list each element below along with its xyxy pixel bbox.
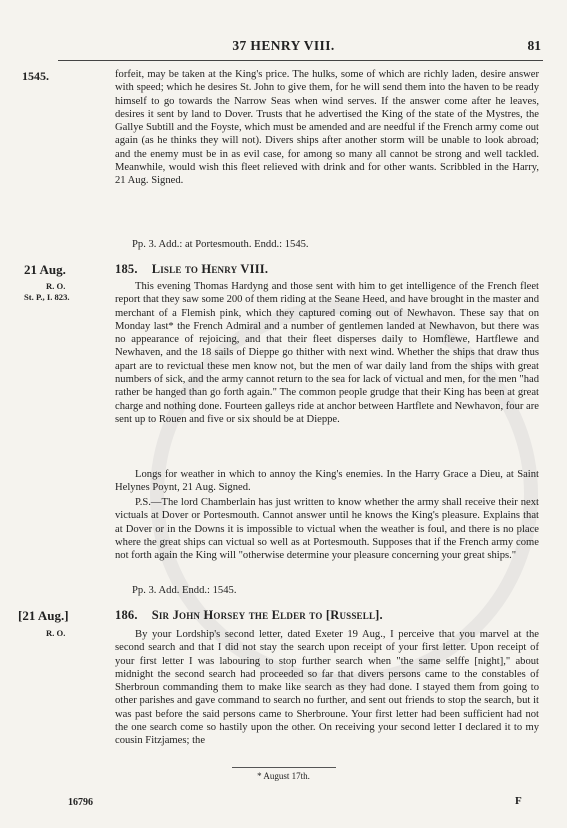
entry186-source: R. O.: [46, 628, 66, 638]
year-margin: 1545.: [22, 69, 49, 83]
entry-prev-body: forfeit, may be taken at the King's price. The hulks, some of which are richly laden, desire answer with speed; which he desires St. John to give them, for he will send them into the haven to be ready himself to go towards the Narrow Seas when wind serves. If the answer come after he leaves, desires it sent by land to Dover. Trusts that he advertised the King of the state of the Mystres, the Gallye Subtill and the Foyste, which must be amended and are needful if the French army come out again (as he thinks they will not). Divers ships after another storm will be unable to look abroad; and the enemy must be in as evil case, for among so many all cannot be strong and well tackled. Meanwhile, would wish this fleet relieved with drink and for other wants. Scribbled in the Harry, 21 Aug. Signed.: [115, 69, 539, 187]
header-title: 37 HENRY VIII.: [232, 38, 335, 53]
signature-mark: F: [515, 795, 522, 807]
entry186-number: 186.: [115, 608, 138, 622]
entry185-source-2: St. P., I. 823.: [24, 292, 70, 302]
footnote-rule: [232, 767, 336, 768]
entry185-number: 185.: [115, 262, 138, 276]
entry185-para1: This evening Thomas Hardyng and those sent with him to get intelligence of the French fleet report that they saw some 200 of them riding at the Seane Heed, and have brought in the master and merchant of a Flemish pink, which they captured coming out of Newhavon. These say that on Monday last* the French Admiral and a number of gentlemen landed at Newhavon, but there was no appearance of rejoicing, and that their fleet disperses daily to Homflewe, Hartflewe and Newhaven, and the 18 sails of Dieppe go thither with next wind. Whether the ships that draw thus apart are to revictual these men know not, but the men of war daily land from the ships with great numbers of sick, and the army cannot return to the sea for lack of victual and men, for the men "had rather be hanged than go forth again." The common people grudge that their King has been at great charge and nothing done. Fourteen galleys ride at anchor between Hartflete and Newhavon, four are sent up to Rouen and five or six should be at Dieppe.: [115, 281, 539, 425]
entry185-title: Lisle to Henry VIII.: [151, 262, 269, 276]
entry-prev-ref: Pp. 3. Add.: at Portesmouth. Endd.: 1545.: [132, 239, 309, 250]
entry186-title: Sir John Horsey the Elder to [Russell].: [151, 608, 383, 622]
entry186-heading: [115, 608, 383, 623]
entry186-para1: By your Lordship's second letter, dated Exeter 19 Aug., I perceive that you marvel at the second search and that I did not stay the search upon receipt of your first letter. Upon receipt of your first letter I was labouring to stop further search when "the same selffe [night]," about midnight the second search had proceeded so far that divers persons came to the constables of Sherbroun commanding them to make like search as they had done. I stayed them from going to other parishes and gave command to search no further, and sent out friends to stop the search, but it was past before the said persons came to Sherbroune. Your first letter had been sufficient had not the one search come so hastily upon the other. On receiving your second letter I declared it to my cousin Fitzjames; the: [115, 629, 539, 747]
entry185-heading: [115, 262, 268, 277]
entry185-para3: P.S.—The lord Chamberlain has just written to know whether the army shall receive their next victuals at Dover or Portesmouth. Cannot answer until he knows the King's pleasure. Explains that at Dover or in the Downs it is impossible to victual when the weather is foul, and there is no place where the great ships can victual so well as at Portesmouth. Supposes that if the French army come not forth again the King will "otherwise determine your pleasure concerning your great ships.": [115, 497, 539, 562]
page-number: 81: [527, 38, 541, 53]
entry185-date: 21 Aug.: [24, 262, 66, 277]
entry185-ref: Pp. 3. Add. Endd.: 1545.: [132, 585, 237, 596]
entry185-source: R. O.: [46, 281, 66, 291]
entry186-date: [21 Aug.]: [18, 608, 69, 623]
running-header: [0, 38, 567, 58]
header-rule: [58, 60, 543, 61]
printer-signature: 16796: [68, 797, 93, 808]
footnote: * August 17th.: [257, 771, 310, 781]
entry185-para2: Longs for weather in which to annoy the King's enemies. In the Harry Grace a Dieu, at Saint Helynes Poynt, 21 Aug. Signed.: [115, 469, 539, 494]
